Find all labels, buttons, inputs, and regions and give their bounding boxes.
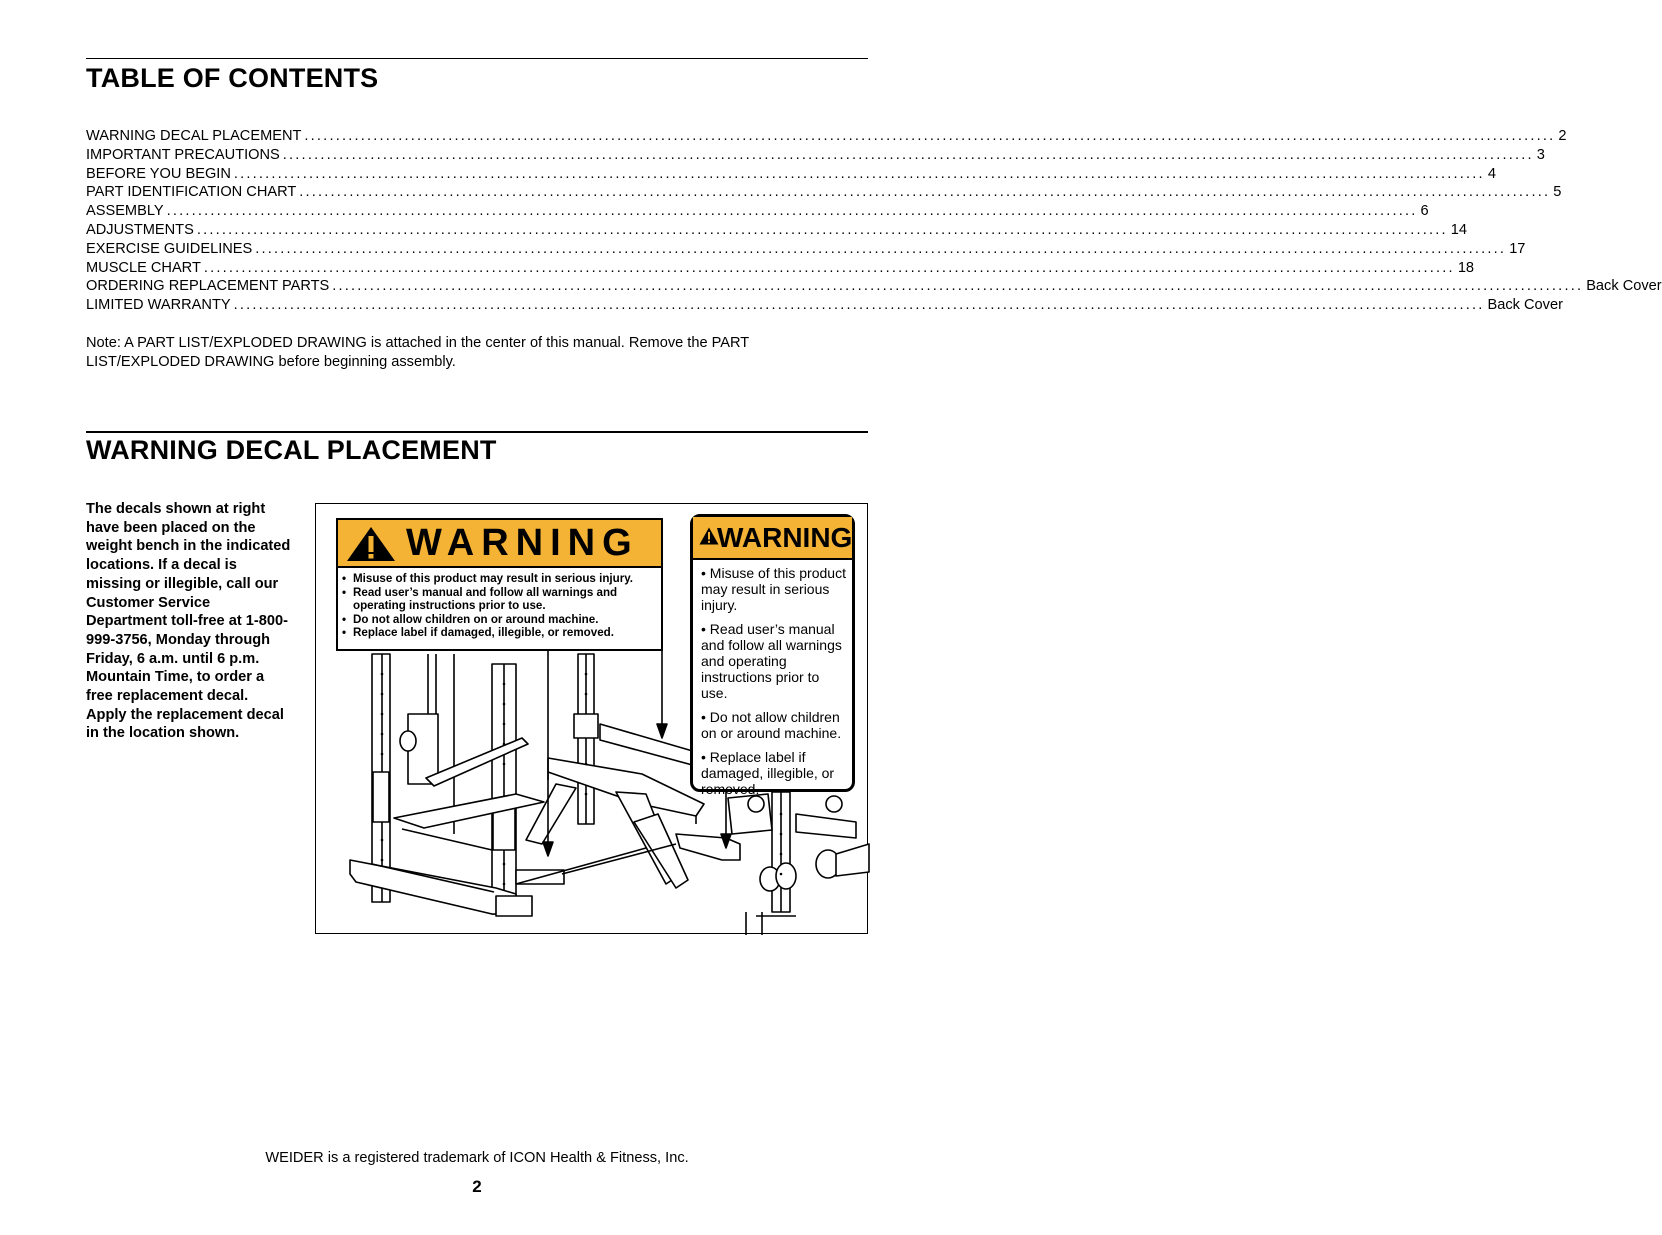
decal-placement-figure xyxy=(315,503,868,934)
toc-entry xyxy=(86,202,1429,221)
decal-description: The decals shown at right have been placed on the weight bench in the indicated locations. If a decal is missing or illegible, call our Customer Service Department toll-free at 1-800-999-3756, Monday through Friday, 6 a.m. until 6 p.m. Mountain Time, to order a free replacement decal. Apply the replacement decal in the location shown. xyxy=(86,501,291,742)
toc-list xyxy=(86,127,1662,315)
toc-entry-title: ADJUSTMENTS xyxy=(86,221,194,238)
toc-leader-dots: ........................................................................................................................................................................................................ xyxy=(233,165,1485,182)
toc-note: Note: A PART LIST/EXPLODED DRAWING is attached in the center of this manual. Remove the PART LIST/EXPLODED DRAWING before beginning assembly. xyxy=(86,335,749,370)
toc-entry-title: IMPORTANT PRECAUTIONS xyxy=(86,146,280,163)
warning-decal-small xyxy=(690,514,855,797)
toc-leader-dots: ........................................................................................................................................................................................................ xyxy=(282,146,1534,163)
warning-decal-small-list xyxy=(693,560,852,797)
warning-triangle-icon xyxy=(346,526,396,562)
toc-entry xyxy=(86,165,1496,184)
toc-leader-dots: ........................................................................................................................................................................................................ xyxy=(166,203,1418,220)
toc-entry-page: Back Cover xyxy=(1487,297,1563,314)
toc-heading: TABLE OF CONTENTS xyxy=(86,63,379,93)
warning-decal-small-title: WARNING xyxy=(717,522,853,553)
warning-heading: WARNING DECAL PLACEMENT xyxy=(86,435,497,465)
toc-entry xyxy=(86,183,1562,202)
toc-entry xyxy=(86,240,1526,259)
toc-entry-page: 6 xyxy=(1420,203,1429,220)
toc-leader-dots: ........................................................................................................................................................................................................ xyxy=(196,221,1448,238)
toc-entry xyxy=(86,259,1475,278)
trademark-footer: WEIDER is a registered trademark of ICON Health & Fitness, Inc. xyxy=(265,1150,689,1166)
toc-entry-title: EXERCISE GUIDELINES xyxy=(86,240,253,257)
warning-decal-large-list xyxy=(338,568,661,640)
toc-entry-title: ORDERING REPLACEMENT PARTS xyxy=(86,278,330,295)
section-rule xyxy=(86,431,868,433)
warning-decal-small-item: • Read user’s manual and follow all warnings and operating instructions prior to use. xyxy=(701,621,842,701)
warning-decal-large-item: • Do not allow children on or around machine. xyxy=(342,613,657,627)
toc-entry-page: 17 xyxy=(1509,240,1526,257)
warning-decal-large-item: • Replace label if damaged, illegible, or removed. xyxy=(342,626,657,640)
toc-entry-page: 2 xyxy=(1558,128,1567,144)
warning-decal-small-item: • Replace label if damaged, illegible, or removed. xyxy=(701,749,835,797)
toc-entry xyxy=(86,277,1662,296)
warning-decal-large-header xyxy=(338,520,661,568)
toc-entry xyxy=(86,127,1567,146)
toc-entry-page: 5 xyxy=(1553,184,1562,201)
toc-leader-dots: ........................................................................................................................................................................................................ xyxy=(255,240,1507,257)
toc-entry-title: PART IDENTIFICATION CHART xyxy=(86,184,297,201)
page-number: 2 xyxy=(472,1177,482,1196)
toc-entry-page: 18 xyxy=(1457,259,1475,276)
warning-decal-large-title: WARNING xyxy=(406,522,639,564)
toc-entry-page: 4 xyxy=(1487,165,1496,182)
toc-entry-page: 3 xyxy=(1536,146,1545,163)
top-rule xyxy=(86,58,868,59)
toc-entry-title: WARNING DECAL PLACEMENT xyxy=(86,128,302,144)
toc-entry xyxy=(86,221,1467,240)
warning-decal-small-header xyxy=(693,517,852,560)
warning-decal-small-item: • Misuse of this product may result in serious injury. xyxy=(701,565,846,613)
toc-entry-page: Back Cover xyxy=(1586,278,1662,295)
toc-entry-title: LIMITED WARRANTY xyxy=(86,297,231,314)
toc-entry-title: MUSCLE CHART xyxy=(86,259,201,276)
warning-decal-large-item: • Read user’s manual and follow all warnings and operating instructions prior to use. xyxy=(342,586,657,613)
toc-entry-page: 14 xyxy=(1450,221,1467,238)
toc-entry-title: BEFORE YOU BEGIN xyxy=(86,165,231,182)
toc-leader-dots: ........................................................................................................................................................................................................ xyxy=(233,297,1485,314)
toc-entry xyxy=(86,146,1545,165)
toc-leader-dots: ........................................................................................................................................................................................................ xyxy=(332,278,1584,295)
warning-decal-large xyxy=(336,518,663,651)
warning-decal-small-item: • Do not allow children on or around machine. xyxy=(701,709,842,741)
toc-entry-title: ASSEMBLY xyxy=(86,203,164,220)
toc-leader-dots: ........................................................................................................................................................................................................ xyxy=(304,128,1556,144)
toc-leader-dots: ........................................................................................................................................................................................................ xyxy=(299,184,1551,201)
toc-entry xyxy=(86,296,1563,315)
warning-triangle-icon xyxy=(699,527,719,545)
toc-leader-dots: ........................................................................................................................................................................................................ xyxy=(203,259,1455,276)
warning-decal-large-item: • Misuse of this product may result in serious injury. xyxy=(342,572,657,586)
